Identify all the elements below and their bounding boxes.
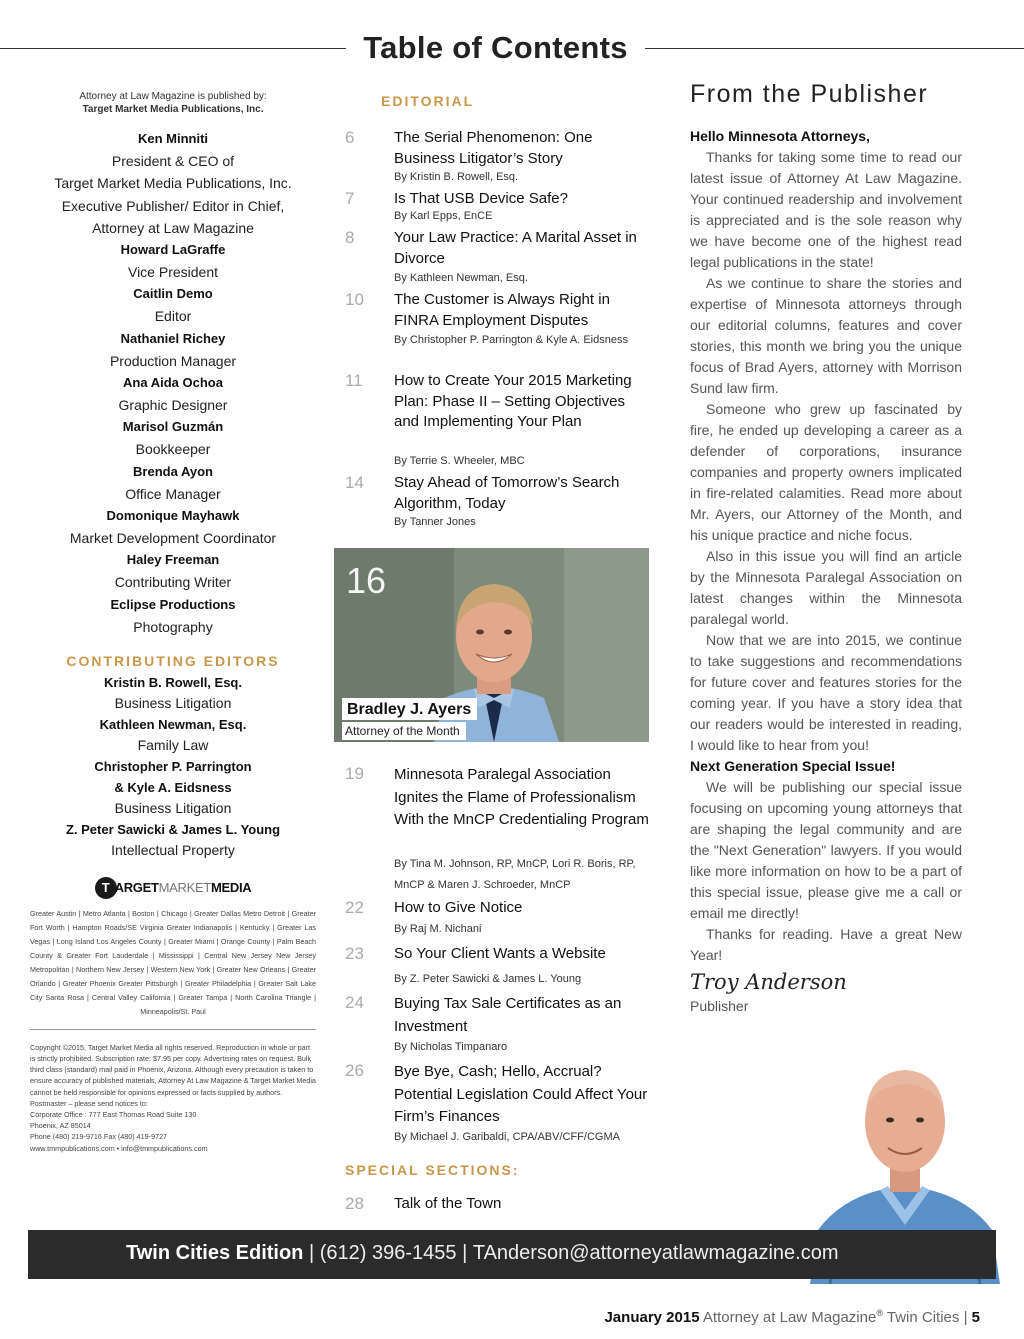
- toc-page: 10: [345, 290, 364, 309]
- contributing-editors-heading: CONTRIBUTING EDITORS: [66, 652, 280, 669]
- footer-registered-mark: ®: [876, 1308, 883, 1318]
- toc-title: Is That USB Device Safe?: [394, 190, 568, 207]
- letter-body: [690, 126, 962, 966]
- footer-page-number: 5: [971, 1309, 980, 1326]
- published-by: [30, 90, 316, 116]
- footer-separator: |: [963, 1309, 968, 1326]
- staff-role: Office Manager: [125, 485, 221, 502]
- logo-mark: T: [95, 877, 117, 899]
- publisher-title: From the Publisher: [690, 80, 929, 108]
- toc-author: By Karl Epps, EnCE: [394, 210, 493, 222]
- letter-paragraph: As we continue to share the stories and expertise of Minnesota attorneys through our editorial columns, features and cover stories, this month we bring you the unique focus of Brad Ayers, attorney with Morrison Sund law firm.: [690, 275, 962, 396]
- staff-role: Market Development Coordinator: [69, 529, 277, 546]
- band-separator: |: [462, 1242, 468, 1264]
- publisher-role: Publisher: [690, 998, 749, 1014]
- toc-author: By Terrie S. Wheeler, MBC: [394, 455, 525, 467]
- letter-paragraph: We will be publishing our special issue focusing on upcoming young attorneys that are shaping the legal community and are the "Next Generation" lawyers. If you would like more information on how to be a part of this special issue, please give me a call or email me directly!: [690, 779, 962, 921]
- band-email-link[interactable]: TAnderson@attorneyatlawmagazine.com: [472, 1242, 839, 1264]
- staff-role: Contributing Writer: [114, 574, 232, 591]
- cover-story-feature[interactable]: [334, 548, 649, 742]
- toc-title: So Your Client Wants a Website: [394, 945, 606, 962]
- divider: [30, 1029, 316, 1030]
- toc-page: 8: [345, 228, 355, 247]
- contributor-name: Christopher P. Parrington: [94, 758, 252, 774]
- staff-role: President & CEO of: [111, 153, 235, 169]
- band-separator: |: [308, 1242, 315, 1264]
- contributor-name: & Kyle A. Eidsness: [114, 779, 232, 795]
- edition-name: Twin Cities Edition: [126, 1242, 304, 1264]
- edition-contact-band: [28, 1230, 996, 1279]
- toc-page: 7: [345, 189, 355, 208]
- header-rule-right: [645, 48, 1024, 49]
- staff-role: Editor: [154, 308, 192, 325]
- staff-role: Attorney at Law Magazine: [92, 219, 254, 236]
- staff-name: Howard LaGraffe: [120, 242, 226, 258]
- letter-paragraph: Thanks for reading. Have a great New Year!: [690, 926, 962, 963]
- publisher-company: Target Market Media Publications, Inc.: [82, 104, 264, 115]
- staff-role: Target Market Media Publications, Inc.: [54, 175, 292, 192]
- toc-page: 22: [345, 898, 364, 917]
- logo-word: ARGET: [114, 880, 159, 896]
- contributor-role: Intellectual Property: [111, 841, 235, 858]
- staff-role: Vice President: [127, 264, 218, 281]
- toc-title: Your Law Practice: A Marital Asset in Divorce: [394, 229, 637, 267]
- toc-title: How to Give Notice: [394, 899, 523, 916]
- header-rule-left: [0, 48, 346, 49]
- staff-role: Bookkeeper: [135, 441, 211, 458]
- toc-title: Minnesota Paralegal Association Ignites the Flame of Professionalism With the MnCP Credentialing Program: [394, 766, 649, 828]
- staff-name: Ana Aida Ochoa: [123, 375, 223, 391]
- logo-word: MEDIA: [211, 880, 252, 896]
- staff-role: Production Manager: [109, 352, 237, 369]
- toc-author: By Kristin B. Rowell, Esq.: [394, 171, 519, 183]
- toc-author: By Z. Peter Sawicki & James L. Young: [394, 973, 582, 985]
- toc-author: By Tanner Jones: [394, 516, 476, 528]
- toc-page: 24: [345, 993, 364, 1012]
- footer-magazine: Attorney at Law Magazine: [702, 1309, 877, 1326]
- contributor-name: Kathleen Newman, Esq.: [99, 716, 247, 732]
- toc-page: 6: [345, 128, 355, 147]
- cover-subtitle: Attorney of the Month: [342, 722, 466, 740]
- staff-name: Caitlin Demo: [133, 286, 213, 302]
- toc-author: By Michael J. Garibaldi, CPA/ABV/CFF/CGMA: [394, 1131, 620, 1143]
- contributor-name: Kristin B. Rowell, Esq.: [104, 674, 242, 690]
- address-line: Phoenix, AZ 85014: [30, 1121, 91, 1131]
- staff-name: Ken Minniti: [137, 131, 209, 146]
- contributor-name: Z. Peter Sawicki & James L. Young: [65, 821, 281, 837]
- toc-title: How to Create Your 2015 Marketing Plan: Phase II – Setting Objectives and Implementing Your Plan: [394, 372, 632, 430]
- staff-role: Graphic Designer: [118, 397, 228, 414]
- logo-word: MARKET: [158, 880, 211, 896]
- cover-page-number: 16: [346, 560, 387, 601]
- copyright-block: [30, 1042, 316, 1154]
- toc-author: By Christopher P. Parrington & Kyle A. Eidsness: [394, 334, 628, 346]
- toc-author: By Raj M. Nichani: [394, 923, 482, 935]
- letter-greeting: Hello Minnesota Attorneys,: [690, 128, 870, 144]
- staff-name: Marisol Guzmán: [122, 419, 224, 435]
- band-text: [126, 1242, 839, 1265]
- contributor-role: Family Law: [137, 736, 209, 753]
- publisher-signature: Troy Anderson: [690, 970, 847, 994]
- phone-line: Phone (480) 219-9716 Fax (480) 419-9727: [30, 1132, 168, 1142]
- toc-page: 11: [345, 371, 363, 390]
- toc-title: Bye Bye, Cash; Hello, Accrual? Potential Legislation Could Affect Your Firm’s Finances: [394, 1063, 648, 1125]
- footer-date: January 2015: [604, 1309, 700, 1326]
- letter-paragraph: Thanks for taking some time to read our latest issue of Attorney At Law Magazine. Your continued readership and involvement is appreciated and is the sole reason why we have become one of the highest read legal publications in the state!: [690, 149, 962, 270]
- letter-paragraph: Also in this issue you will find an article by the Minnesota Paralegal Association on latest changes within the Minnesota paralegal world.: [690, 548, 962, 627]
- toc-page: 19: [345, 764, 364, 783]
- cover-nameplate: [342, 698, 477, 720]
- staff-name: Domonique Mayhawk: [106, 507, 240, 523]
- contributors-list: [30, 672, 316, 861]
- masthead-column: [30, 90, 316, 1154]
- toc-author: By Tina M. Johnson, RP, MnCP, Lori R. Boris, RP, MnCP & Maren J. Schroeder, MnCP: [394, 858, 636, 891]
- special-sections-heading: SPECIAL SECTIONS:: [345, 1162, 520, 1178]
- toc-author: By Nicholas Timpanaro: [394, 1041, 508, 1053]
- page-title: Table of Contents: [363, 30, 628, 65]
- toc-page: 23: [345, 944, 364, 963]
- staff-name: Eclipse Productions: [110, 596, 236, 612]
- page-footer: [604, 1308, 980, 1326]
- toc-title: Stay Ahead of Tomorrow’s Search Algorithm, Today: [394, 474, 620, 512]
- toc-title: The Customer is Always Right in FINRA Employment Disputes: [394, 291, 610, 329]
- letter-paragraph: Now that we are into 2015, we continue to take suggestions and recommendations for future cover and features stories for the coming year. If you have a story idea that our readers would be interested in reading, I would like to hear from you!: [690, 632, 962, 753]
- staff-role: Photography: [133, 618, 213, 635]
- address-line: Corporate Office : 777 East Thomas Road Suite 130: [30, 1110, 197, 1120]
- staff-name: Nathaniel Richey: [120, 330, 226, 346]
- cover-name: Bradley J. Ayers: [347, 701, 472, 718]
- toc-page: 28: [345, 1194, 364, 1213]
- web-line: www.tmmpublications.com • info@tmmpublications.com: [30, 1143, 208, 1153]
- publisher-letter: [690, 80, 962, 1014]
- editorial-heading: EDITORIAL: [381, 93, 475, 109]
- staff-role: Executive Publisher/ Editor in Chief,: [61, 197, 285, 214]
- staff-name: Haley Freeman: [126, 552, 220, 568]
- copyright-text: Copyright ©2015, Target Market Media all rights reserved. Reproduction in whole or part is strictly prohibited. Subscription rate: $7.95 per copy. Advertising rates on request. Bulk third class (standard) mail paid in Phoenix, Arizona. Although every precaution is taken to ensure accuracy of published materials, Attorney At Law Magazine & Target Market Media cannot be held responsible for opinions expressed or facts supplied by authors.: [30, 1042, 316, 1097]
- toc-page: 26: [345, 1061, 364, 1080]
- toc-page: 14: [345, 473, 364, 492]
- contributor-role: Business Litigation: [114, 694, 232, 711]
- toc-title: Buying Tax Sale Certificates as an Investment: [394, 995, 622, 1035]
- footer-city: Twin Cities: [886, 1309, 960, 1326]
- staff-list: [30, 128, 316, 638]
- band-phone[interactable]: (612) 396-1455: [319, 1242, 457, 1264]
- target-market-media-logo: [30, 877, 316, 899]
- staff-name: Brenda Ayon: [133, 463, 213, 479]
- postmaster-line: Postmaster – please send notices to:: [30, 1098, 148, 1108]
- toc-title: Talk of the Town: [394, 1195, 502, 1212]
- contributor-role: Business Litigation: [114, 799, 232, 816]
- toc-title: The Serial Phenomenon: One Business Litigator’s Story: [394, 129, 593, 167]
- letter-paragraph: Someone who grew up fascinated by fire, he ended up developing a career as a defender of corporations, insurance companies and property owners implicated in fire-related calamities. Read more about Mr. Ayers, our Attorney of the Month, and his unique practice and niche focus.: [690, 401, 962, 543]
- letter-subheading: Next Generation Special Issue!: [690, 758, 896, 774]
- toc-author: By Kathleen Newman, Esq.: [394, 272, 528, 284]
- city-editions-list: Greater Austin | Metro Atlanta | Boston | Chicago | Greater Dallas Metro Detroit | Greater Fort Worth | Hampton Roads/SE Virginia Greater Indianapolis | Kentucky | Greater Las Vegas | Long Island Los Angeles County | Greater Miami | Orange County | Palm Beach County & Greater Fort Lauderdale | Mississippi | Central New Jersey New Jersey Metropolitan | Northern New Jersey | Western New York | Greater New Orleans | Greater Orlando | Greater Phoenix Greater Pittsburgh | Greater Philadelphia | Greater Salt Lake City Santa Rosa | Central Valley California | Greater Tampa | North Carolina Triangle | Minneapolis/St. Paul: [30, 908, 316, 1016]
- published-by-line: Attorney at Law Magazine is published by:: [79, 91, 267, 102]
